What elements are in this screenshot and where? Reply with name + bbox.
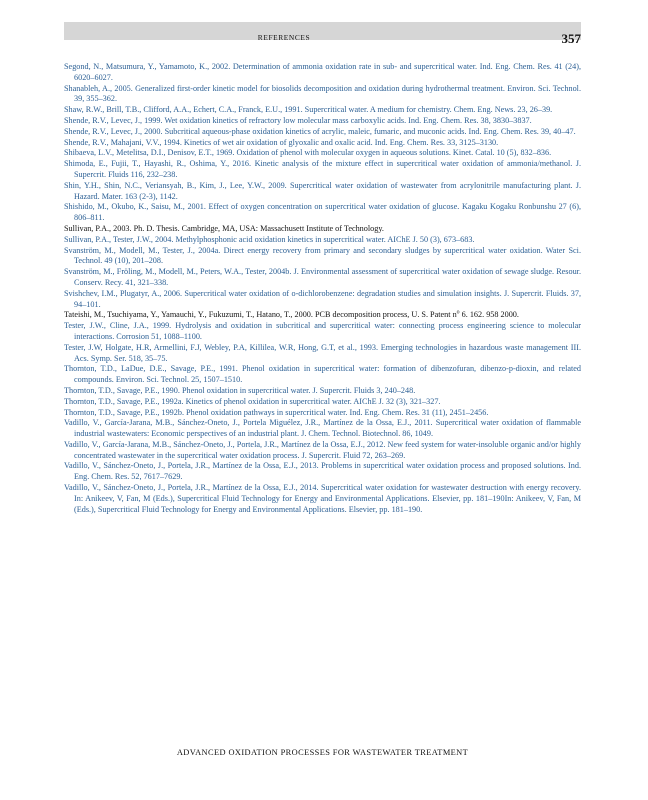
- reference-entry[interactable]: [64, 148, 581, 159]
- reference-entry[interactable]: [64, 483, 581, 515]
- reference-text: Shimoda, E., Fujii, T., Hayashi, R., Oshima, Y., 2016. Kinetic analysis of the mixture effect in supercritical water oxidation of ammonia/methanol. J. Supercrit. Fluids 116, 232–238.: [64, 159, 581, 179]
- reference-entry[interactable]: [64, 343, 581, 365]
- reference-entry: [64, 310, 581, 321]
- reference-text: Svanström, M., Fröling, M., Modell, M., Peters, W.A., Tester, 2004b. J. Environmental assessment of supercritical water oxidation of sewage sludge. Resour. Conserv. Recy. 41, 321–338.: [64, 267, 581, 287]
- reference-entry[interactable]: [64, 127, 581, 138]
- reference-entry[interactable]: [64, 397, 581, 408]
- reference-text: Shaw, R.W., Brill, T.B., Clifford, A.A., Echert, C.A., Franck, E.U., 1991. Supercritical water. A medium for chemistry. Chem. Eng. News. 23, 26–39.: [64, 105, 553, 115]
- reference-entry[interactable]: [64, 202, 581, 224]
- reference-text: Shende, R.V., Mahajani, V.V., 1994. Kinetics of wet air oxidation of glyoxalic and oxalic acid. Ind. Eng. Chem. Res. 33, 3125–3130.: [64, 137, 499, 147]
- reference-entry[interactable]: [64, 289, 581, 311]
- reference-text: Shende, R.V., Levec, J., 1999. Wet oxidation kinetics of refractory low molecular mass carboxylic acids. Ind. Eng. Chem. Res. 38, 3830–3837.: [64, 115, 532, 125]
- reference-text: Sullivan, P.A., Tester, J.W., 2004. Methylphosphonic acid oxidation kinetics in supercritical water. AIChE J. 50 (3), 673–683.: [64, 234, 475, 244]
- reference-entry[interactable]: [64, 321, 581, 343]
- reference-entry[interactable]: [64, 159, 581, 181]
- reference-text: Tester, J.W, Holgate, H.R, Armellini, F.J, Webley, P.A, Killilea, W.R, Hong, G.T, et al., 1993. Emerging technologies in hazardous waste management III. Acs. Symp. Ser. 518, 35–75.: [64, 342, 581, 363]
- reference-text: Vadillo, V., García-Jarana, M.B., Sánchez-Oneto, J., Portela Miguélez, J.R., Martínez de la Ossa, E.J., 2011. Supercritical water oxidation of flammable industrial wastewaters: Economic perspectives of an industrial plant. J. Chem. Technol. Biotechnol. 86, 1049.: [64, 418, 581, 439]
- reference-entry[interactable]: [64, 235, 581, 246]
- reference-text: Shibaeva, L.V., Metelitsa, D.I., Denisov, E.T., 1969. Oxidation of phenol with molecular oxygen in aqueous solutions. Kinet. Catal. 10 (5), 832–836.: [64, 148, 552, 158]
- reference-text-continued: 6. 162. 958 2000.: [459, 310, 519, 320]
- reference-text: Svishchev, I.M., Plugatyr, A., 2006. Supercritical water oxidation of o-dichlorobenzene: degradation studies and simulation insights. J. Supercrit. Fluids. 37, 94–101.: [64, 288, 581, 309]
- reference-superscript: o: [456, 309, 460, 316]
- reference-entry[interactable]: [64, 181, 581, 203]
- reference-entry[interactable]: [64, 440, 581, 462]
- reference-entry[interactable]: [64, 364, 581, 386]
- reference-entry[interactable]: [64, 408, 581, 419]
- reference-text: Vadillo, V., García-Jarana, M.B., Sánchez-Oneto, J., Portela, J.R., Martínez de la Ossa, E.J., 2012. New feed system for water-insoluble organic and/or highly concentrated wastewater in the supercritical water oxidation process. J. Supercrit. Fluid 72, 263–269.: [64, 439, 581, 460]
- reference-text: Shanableh, A., 2005. Generalized first-order kinetic model for biosolids decomposition and oxidation during hydrothermal treatment. Environ. Sci. Technol. 39, 355–362.: [64, 83, 581, 104]
- reference-entry[interactable]: [64, 386, 581, 397]
- reference-text: Vadillo, V., Sánchez-Oneto, J., Portela, J.R., Martínez de la Ossa, E.J., 2013. Problems in supercritical water oxidation process and proposed solutions. Ind. Eng. Chem. Res. 52, 7617–7629.: [64, 461, 581, 482]
- reference-entry[interactable]: [64, 105, 581, 116]
- page-number: 357: [561, 31, 581, 46]
- reference-entry: [64, 224, 581, 235]
- reference-entry[interactable]: [64, 138, 581, 149]
- reference-text: Thornton, T.D., Savage, P.E., 1992a. Kinetics of phenol oxidation in supercritical water. AIChE J. 32 (3), 321–327.: [64, 396, 441, 406]
- reference-text: Segond, N., Matsumura, Y., Yamamoto, K., 2002. Determination of ammonia oxidation rate in sub- and supercritical water. Ind. Eng. Chem. Res. 41 (24), 6020–6027.: [64, 62, 581, 82]
- reference-text: Thornton, T.D., Savage, P.E., 1990. Phenol oxidation in supercritical water. J. Supercrit. Fluids 3, 240–248.: [64, 385, 416, 395]
- reference-entry[interactable]: [64, 62, 581, 84]
- reference-text: Sullivan, P.A., 2003. Ph. D. Thesis. Cambridge, MA, USA: Massachusett Institute of Technology.: [64, 223, 384, 233]
- running-header-title: REFERENCES: [257, 33, 311, 42]
- reference-text: Svanström, M., Modell, M., Tester, J., 2004a. Direct energy recovery from primary and secondary sludges by supercritical water oxidation. Water Sci. Technol. 49 (10), 201–208.: [64, 245, 581, 266]
- running-footer-title: ADVANCED OXIDATION PROCESSES FOR WASTEWATER TREATMENT: [176, 748, 469, 757]
- reference-text: Shin, Y.H., Shin, N.C., Veriansyah, B., Kim, J., Lee, Y.W., 2009. Supercritical water oxidation of wastewater from acrylonitrile manufacturing plant. J. Hazard. Mater. 163 (2-3), 1142.: [64, 180, 581, 201]
- reference-text: Shende, R.V., Levec, J., 2000. Subcritical aqueous-phase oxidation kinetics of acrylic, maleic, fumaric, and muconic acids. Ind. Eng. Chem. Res. 39, 40–47.: [64, 126, 576, 136]
- reference-text: Tateishi, M., Tsuchiyama, Y., Yamauchi, Y., Fukuzumi, T., Hatano, T., 2000. PCB decomposition process, U. S. Patent n: [64, 310, 457, 320]
- reference-entry[interactable]: [64, 418, 581, 440]
- reference-entry[interactable]: [64, 116, 581, 127]
- reference-text: Thornton, T.D., LaDue, D.E., Savage, P.E., 1991. Phenol oxidation in supercritical water: formation of dibenzofuran, dibenzo-p-dioxin, and related compounds. Environ. Sci. Technol. 25, 1507–1510.: [64, 364, 581, 385]
- reference-list: [64, 62, 581, 515]
- reference-entry[interactable]: [64, 84, 581, 106]
- reference-entry[interactable]: [64, 246, 581, 268]
- reference-text: Thornton, T.D., Savage, P.E., 1992b. Phenol oxidation pathways in supercritical water. Ind. Eng. Chem. Res. 31 (11), 2451–2456.: [64, 407, 489, 417]
- reference-entry[interactable]: [64, 267, 581, 289]
- reference-text: Tester, J.W., Cline, J.A., 1999. Hydrolysis and oxidation in subcritical and supercritical water: connecting process engineering science to molecular interactions. Corrosion 51, 1088–1100.: [64, 321, 581, 341]
- reference-text: Vadillo, V., Sánchez-Oneto, J., Portela, J.R., Martínez de la Ossa, E.J., 2014. Supercritical water oxidation for wastewater destruction with energy recovery. In: Anikeev, V, Fan, M (Eds.), Supercritical Fluid Technology for Energy and Environmental Applications. Elsevier, pp. 181–190In: Anikeev, V, Fan, M (Eds.), Supercritical Fluid Technology for Energy and Environmental Applications. Elsevier, pp. 181–190.: [64, 483, 581, 514]
- reference-entry[interactable]: [64, 461, 581, 483]
- reference-text: Shishido, M., Okubo, K., Saisu, M., 2001. Effect of oxygen concentration on supercritical water oxidation of glucose. Kagaku Kogaku Ronbunshu 27 (6), 806–811.: [64, 202, 581, 223]
